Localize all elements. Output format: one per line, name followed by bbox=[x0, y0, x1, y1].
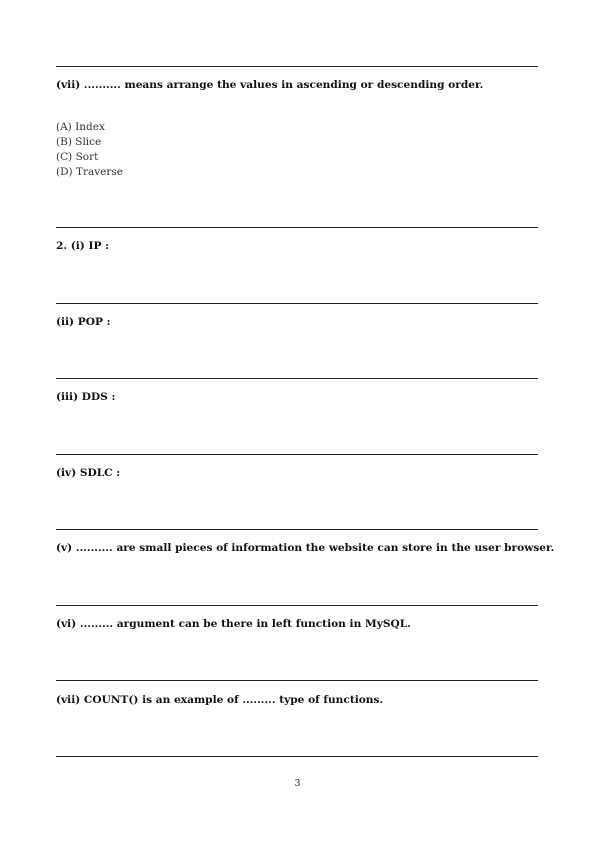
question-v-cookies: (v) .......... are small pieces of information the website can store in the user browser. bbox=[56, 542, 555, 554]
divider-7 bbox=[56, 680, 538, 681]
divider-1 bbox=[56, 227, 538, 228]
question-vi-left-function: (vi) ......... argument can be there in left function in MySQL. bbox=[56, 618, 411, 630]
option-c: (C) Sort bbox=[56, 151, 99, 163]
question-ii-pop: (ii) POP : bbox=[56, 316, 111, 328]
question-vii-count: (vii) COUNT() is an example of ......... type of functions. bbox=[56, 694, 384, 706]
divider-top bbox=[56, 66, 538, 67]
question-iii-dds: (iii) DDS : bbox=[56, 391, 116, 403]
divider-bottom bbox=[56, 756, 538, 757]
divider-6 bbox=[56, 605, 538, 606]
options-list bbox=[56, 120, 123, 180]
option-b: (B) Slice bbox=[56, 136, 102, 148]
question-2-i-ip: 2. (i) IP : bbox=[56, 240, 110, 252]
question-iv-sdlc: (iv) SDLC : bbox=[56, 467, 121, 479]
divider-5 bbox=[56, 529, 538, 530]
page-number: 3 bbox=[294, 778, 301, 789]
divider-3 bbox=[56, 378, 538, 379]
question-vii-sort: (vii) .......... means arrange the values in ascending or descending order. bbox=[56, 79, 484, 91]
option-a: (A) Index bbox=[56, 121, 105, 133]
option-d: (D) Traverse bbox=[56, 166, 123, 178]
divider-2 bbox=[56, 303, 538, 304]
divider-4 bbox=[56, 454, 538, 455]
